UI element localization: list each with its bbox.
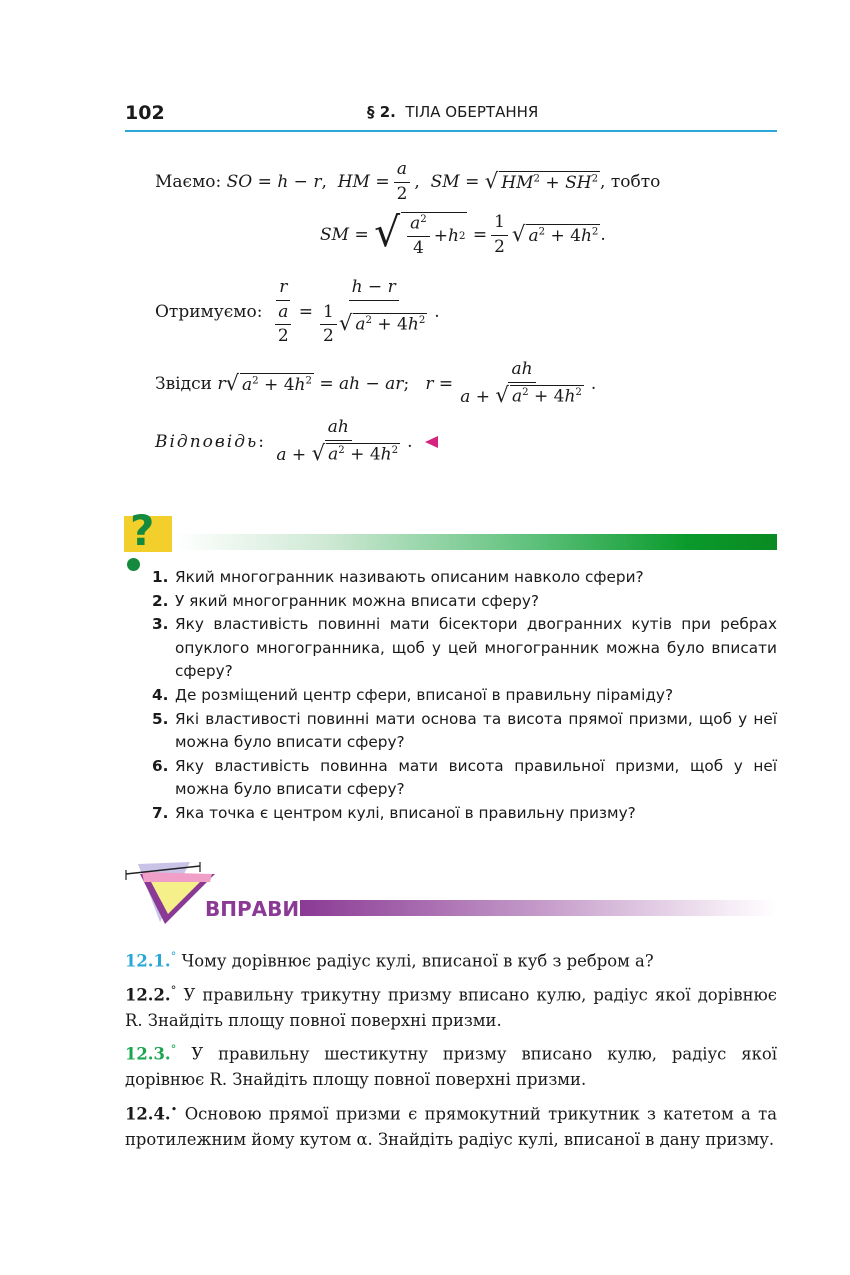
list-item: 3. Яку властивість повинні мати бісектори двогранних кутів при ребрах опуклого многогранника, щоб у цей многогранник можна було вписати сферу? [152, 615, 777, 681]
answer-line: Відповідь : ah a + √ $a^2 + 4h^2$ . [155, 418, 439, 465]
formula-line-2: SM = √ $\frac{a^2}{4}$ + h 2 = $\frac{1}{2}$ √ $a^2 + 4h^2$ . [320, 208, 606, 259]
exercise-item: 12.3.° У правильну шестикутну призму вписано кулю, радіус якої дорівнює R. Знайдіть площу повної поверхні призми. [125, 1042, 777, 1090]
page-number: 102 [125, 102, 165, 124]
list-item: 1. Який многогранник називають описаним навколо сфери? [152, 568, 644, 586]
questions-list [152, 566, 777, 826]
exercises-list [125, 944, 777, 1156]
list-item: 6. Яку властивість повинна мати висота правильної призми, щоб у неї можна було вписати сферу? [152, 756, 777, 799]
exercise-item: 12.1.° Чому дорівнює радіус кулі, вписаної в куб з ребром a? [125, 949, 654, 971]
list-item: 4. Де розміщений центр сфери, вписаної в правильну піраміду? [152, 685, 674, 704]
exercise-item: 12.2.° У правильну трикутну призму вписано кулю, радіус якої дорівнює R. Знайдіть площу повної поверхні призми. [125, 982, 777, 1030]
section-name: ТІЛА ОБЕРТАННЯ [405, 103, 539, 121]
end-of-solution-icon [423, 435, 439, 449]
word-zvidsy: Звідси [155, 373, 212, 394]
formula-line-3: Отримуємо: $\frac{r}{\frac{a}{2}}$ = h − r $\frac{1}{2}$ √ $a^2 + 4h^2$ . [155, 277, 440, 347]
exercises-header-bar [300, 900, 777, 916]
formula-line-4: Звідси r √ $a^2 + 4h^2$ = ah − ar ; r = ah a + √ $a^2 + 4h^2$ . [155, 359, 597, 408]
word-vidpovid: Відповідь [155, 431, 259, 452]
exercise-item: 12.4.• Основою прямої призми є прямокутний трикутник з катетом a та протилежним йому кутом α. Знайдіть радіус кулі, вписаної в дану призму. [125, 1101, 777, 1149]
page-header [125, 100, 777, 132]
list-item: 2. У який многогранник можна вписати сферу? [152, 591, 539, 610]
section-number: § 2. [367, 103, 396, 121]
list-item: 7. Яка точка є центром кулі, вписаної в правильну призму? [152, 803, 636, 822]
list-item: 5. Які властивості повинні мати основа та висота прямої призми, щоб у неї можна було вписати сферу? [152, 709, 777, 752]
questions-header-bar [175, 534, 777, 550]
word-otrymuyemo: Отримуємо: [155, 302, 263, 323]
exercises-title: ВПРАВИ [205, 897, 300, 921]
question-mark-icon: ? [130, 506, 155, 555]
formula-line-1: Маємо: SO = h − r , HM = $\frac{a}{2}$ , SM = √ $HM^2 + SH^2$ , тобто [155, 159, 661, 204]
section-title [367, 103, 538, 121]
question-dot-icon [127, 558, 140, 571]
word-tobto: тобто [610, 172, 661, 193]
word-mayemo: Маємо: [155, 172, 222, 193]
